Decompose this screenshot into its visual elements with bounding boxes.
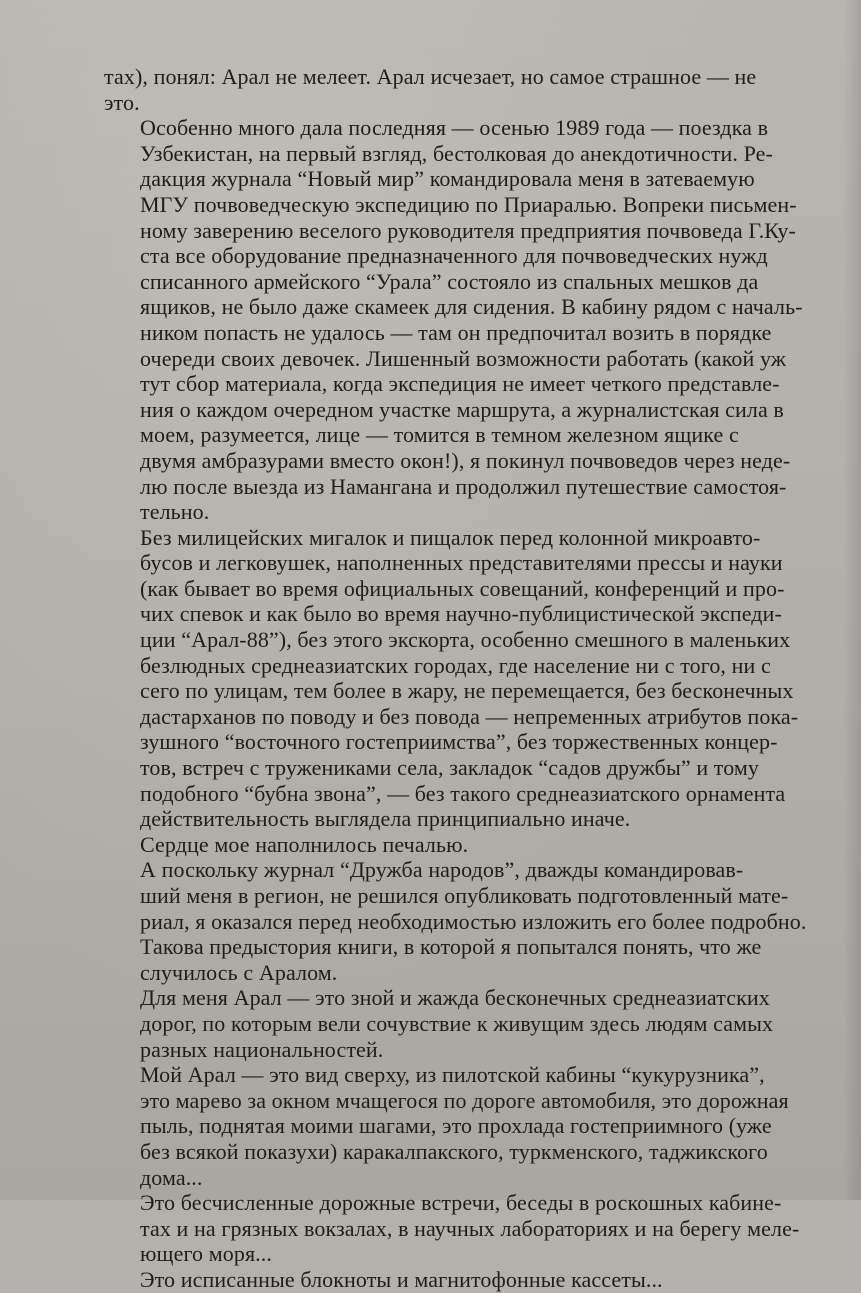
paragraph xyxy=(104,1062,832,1190)
text-line: тов, встреч с тружениками села, закладок “садов дружбы” и тому xyxy=(140,755,760,781)
text-line: тельно. xyxy=(140,499,210,525)
paragraph xyxy=(104,857,832,934)
text-line: ста все оборудование предназначенного для почвоведческих нужд xyxy=(140,243,768,269)
text-line: риал, я оказался перед необходимостью изложить его более подробно. xyxy=(140,908,807,934)
text-line: списанного армейского “Урала” состояло из спальных мешков да xyxy=(140,268,759,294)
text-line: Мой Арал — это вид сверху, из пилотской кабины “кукурузника”, xyxy=(140,1062,765,1088)
text-line: зушного “восточного гостеприимства”, без торжественных концер- xyxy=(140,729,778,755)
text-line: случилось с Аралом. xyxy=(140,959,338,985)
text-line: дакция журнала “Новый мир” командировала меня в затеваемую xyxy=(140,166,755,192)
text-line: ции “Арал-88”), без этого экскорта, особенно смешного в маленьких xyxy=(140,627,791,653)
text-line: тах), понял: Арал не мелеет. Арал исчезает, но самое страшное — не xyxy=(104,64,757,89)
text-line: ному заверению веселого руководителя предприятия почвоведа Г.Ку- xyxy=(140,217,796,243)
paragraph xyxy=(104,934,832,985)
text-line: дастарханов по поводу и без повода — непременных атрибутов пока- xyxy=(140,703,799,729)
text-line: дорог, по которым вели сочувствие к живущим здесь людям самых xyxy=(140,1010,774,1036)
text-line: Узбекистан, на первый взгляд, бестолковая до анекдотичности. Ре- xyxy=(140,140,773,166)
text-line: ния о каждом очередном участке маршрута, а журналистская сила в xyxy=(140,396,784,422)
text-line: Для меня Арал — это зной и жажда бесконечных среднеазиатских xyxy=(140,985,770,1011)
text-line: А поскольку журнал “Дружба народов”, дважды командировав- xyxy=(140,857,744,883)
text-line: чих спевок и как было во время научно-публицистической экспеди- xyxy=(140,601,782,627)
text-line: Это исписанные блокноты и магнитофонные кассеты... xyxy=(140,1266,663,1292)
page-text xyxy=(104,64,832,1293)
text-line: тах и на грязных вокзалах, в научных лабораториях и на берегу меле- xyxy=(140,1215,800,1241)
text-line: Особенно много дала последняя — осенью 1989 года — поездка в xyxy=(140,115,769,141)
paragraph xyxy=(104,832,832,858)
paragraph xyxy=(104,1267,832,1293)
text-line: безлюдных среднеазиатских городах, где население ни с того, ни с xyxy=(140,652,771,678)
text-line: ший меня в регион, не решился опубликовать подготовленный мате- xyxy=(140,883,789,908)
paragraph xyxy=(104,525,832,832)
text-line: ящиков, не было даже скамеек для сидения. В кабину рядом с началь- xyxy=(140,294,803,320)
text-line: ником попасть не удалось — там он предпочитал возить в порядке xyxy=(140,319,772,345)
text-line: Это бесчисленные дорожные встречи, беседы в роскошных кабине- xyxy=(140,1190,782,1216)
text-line: пыль, поднятая моими шагами, это прохлада гостеприимного (уже xyxy=(140,1113,772,1139)
text-line: без всякой показухи) каракалпакского, туркменского, таджикского xyxy=(140,1138,768,1164)
text-line: действительность выглядела принципиально иначе. xyxy=(140,806,631,832)
text-line: лю после выезда из Намангана и продолжил путешествие самостоя- xyxy=(140,473,787,499)
text-line: Сердце мое наполнилось печалью. xyxy=(140,831,469,857)
text-line: моем, разумеется, лице — томится в темном железном ящике с xyxy=(140,422,739,448)
paragraph xyxy=(104,985,832,1062)
text-line: разных национальностей. xyxy=(140,1036,384,1062)
text-line: дома... xyxy=(140,1164,203,1190)
paragraph xyxy=(104,115,832,525)
text-line: тут сбор материала, когда экспедиция не имеет четкого представле- xyxy=(140,371,780,397)
text-line: Без милицейских мигалок и пищалок перед колонной микроавто- xyxy=(140,524,761,550)
text-line: подобного “бубна звона”, — без такого среднеазиатского орнамента xyxy=(140,780,786,806)
paragraph xyxy=(104,64,832,115)
text-line: бусов и легковушек, наполненных представителями прессы и науки xyxy=(140,550,783,576)
paragraph xyxy=(104,1190,832,1267)
text-line: сего по улицам, тем более в жару, не перемещается, без бесконечных xyxy=(140,678,794,704)
page-edge-shadow xyxy=(843,0,861,1200)
text-line: МГУ почвоведческую экспедицию по Приаралью. Вопреки письмен- xyxy=(140,191,797,217)
text-line: (как бывает во время официальных совещаний, конференций и про- xyxy=(140,575,785,601)
text-line: ющего моря... xyxy=(140,1241,272,1267)
text-line: это марево за окном мчащегося по дороге автомобиля, это дорожная xyxy=(140,1087,789,1113)
text-line: это. xyxy=(104,89,140,115)
text-line: очереди своих девочек. Лишенный возможности работать (какой уж xyxy=(140,345,787,371)
text-line: двумя амбразурами вместо окон!), я покинул почвоведов через неде- xyxy=(140,447,791,473)
text-line: Такова предыстория книги, в которой я попытался понять, что же xyxy=(140,934,762,960)
